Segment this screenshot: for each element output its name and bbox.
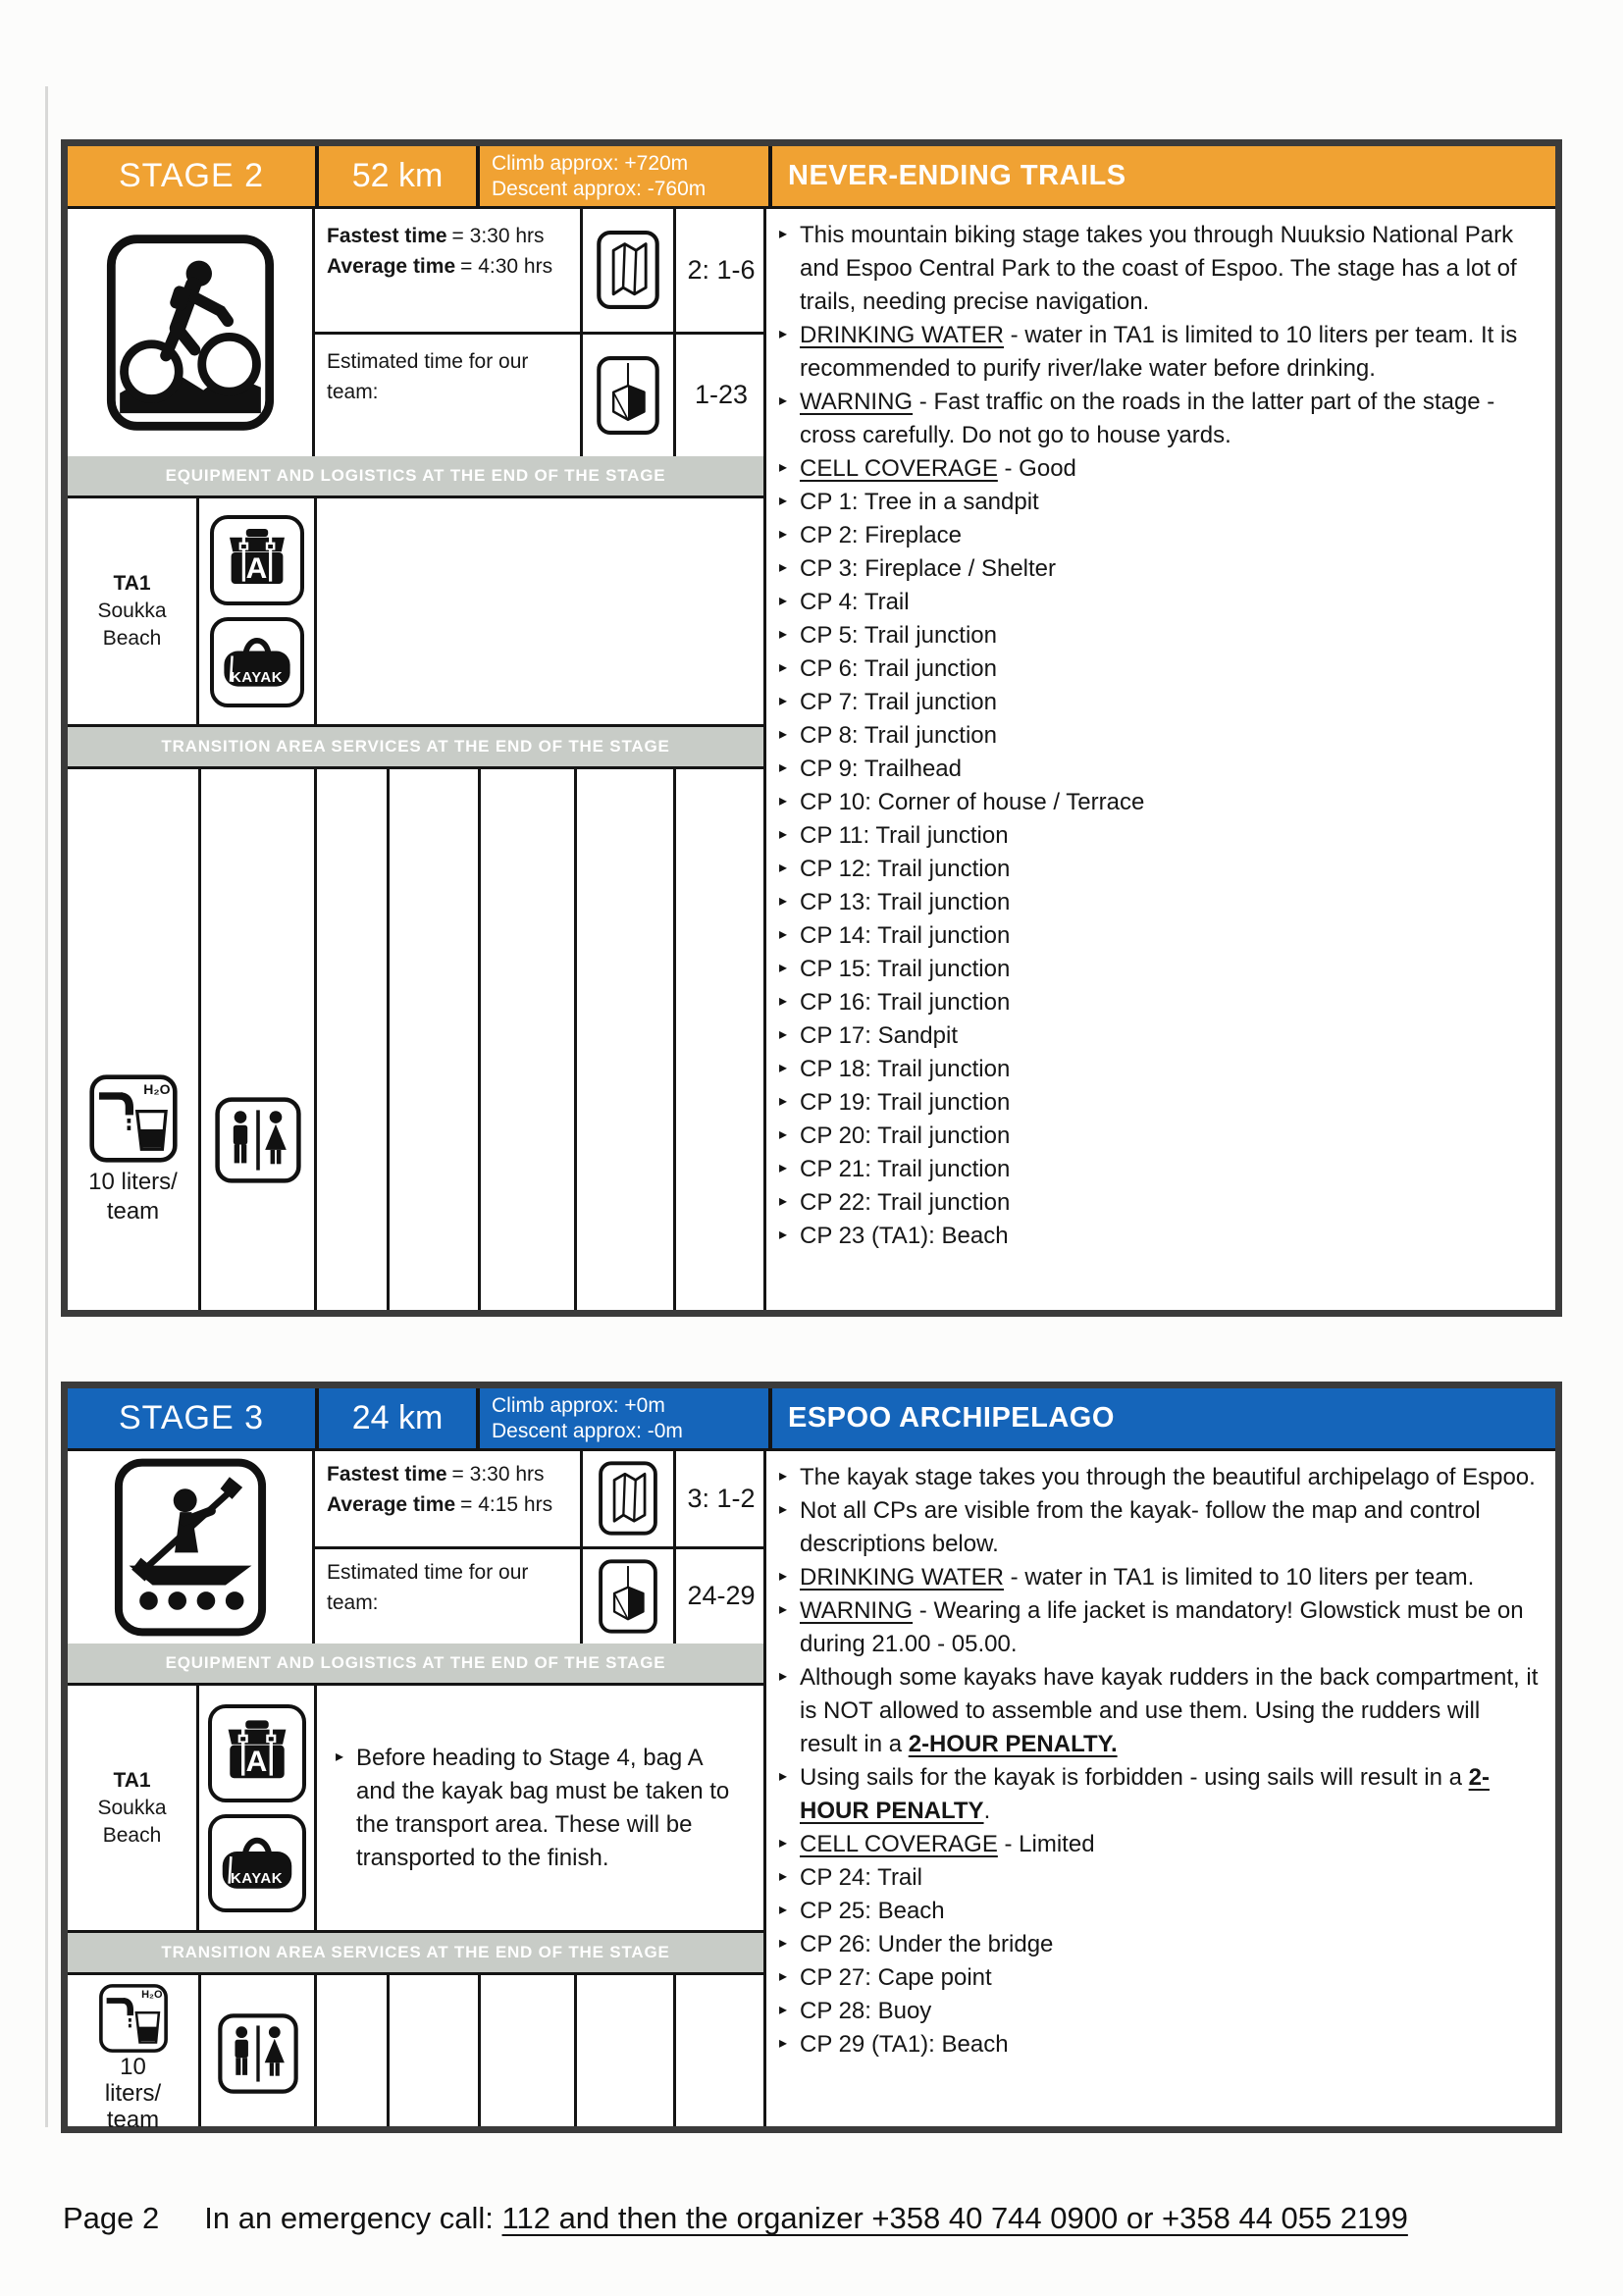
kayak-bag-icon: KAYAK xyxy=(208,1814,306,1912)
note-item: ▸ Although some kayaks have kayak rudders in the back compartment, it is NOT allowed to assemble and use them. Using the rudders will result in a 2-HOUR PENALTY. xyxy=(778,1661,1542,1761)
map-ref-value: 2: 1-6 xyxy=(673,209,766,332)
cp-item: ▸ CP 18: Trail junction xyxy=(778,1053,1542,1086)
cp-item: ▸ CP 17: Sandpit xyxy=(778,1019,1542,1053)
cp-item: ▸ CP 11: Trail junction xyxy=(778,819,1542,853)
average-time-line: Average time = 4:15 hrs xyxy=(327,1493,553,1516)
water-amount-label: 10 liters/ team xyxy=(104,2054,162,2133)
note-item: ▸ WARNING - Fast traffic on the roads in the latter part of the stage - cross carefully. Do not go to house yards. xyxy=(778,386,1542,452)
cp-item: ▸ CP 28: Buoy xyxy=(778,1995,1542,2028)
cp-item: ▸ CP 14: Trail junction xyxy=(778,919,1542,953)
note-item: ▸ DRINKING WATER - water in TA1 is limited to 10 liters per team. It is recommended to purify river/lake water before drinking. xyxy=(778,319,1542,386)
empty-service-cell xyxy=(390,1975,481,2126)
stage3-notes-list xyxy=(778,1461,1545,1861)
distance-label: 52 km xyxy=(315,146,476,206)
ta-note-area xyxy=(317,1686,763,1930)
toilet-icon xyxy=(217,2012,299,2095)
cp-item: ▸ CP 20: Trail junction xyxy=(778,1120,1542,1153)
transition-band: TRANSITION AREA SERVICES AT THE END OF THE STAGE xyxy=(68,727,763,769)
ta-note-area xyxy=(317,498,763,724)
cp-item: ▸ CP 4: Trail xyxy=(778,586,1542,619)
stage2-panel xyxy=(61,139,1562,1317)
empty-service-cell xyxy=(481,1975,577,2126)
stage3-notes-column xyxy=(766,1451,1555,2126)
climb-label: Climb approx: +0m xyxy=(492,1393,665,1417)
box-a-icon: A xyxy=(208,1704,306,1802)
toilet-service-cell xyxy=(201,1975,317,2126)
water-icon: H₂O xyxy=(98,1983,169,2054)
note-item: ▸ Not all CPs are visible from the kayak- follow the map and control descriptions below. xyxy=(778,1494,1542,1561)
stage2-notes-column xyxy=(766,209,1555,1310)
cp-item: ▸ CP 15: Trail junction xyxy=(778,953,1542,986)
emergency-numbers: 112 and then the organizer +358 40 744 0900 or +358 44 055 2199 xyxy=(501,2201,1408,2235)
stage3-left-grid xyxy=(68,1451,766,2133)
stage2-notes-list xyxy=(778,219,1542,486)
toilet-service-cell xyxy=(201,769,317,1310)
note-item: ▸ CELL COVERAGE - Good xyxy=(778,452,1542,486)
note-item: ▸ The kayak stage takes you through the beautiful archipelago of Espoo. xyxy=(778,1461,1542,1494)
ta-note-list xyxy=(335,1742,746,1875)
stage3-ta-row xyxy=(68,1686,763,1933)
note-item: ▸ DRINKING WATER - water in TA1 is limited to 10 liters per team. xyxy=(778,1561,1542,1594)
stage3-services-row xyxy=(68,1975,763,2133)
cp-item: ▸ CP 13: Trail junction xyxy=(778,886,1542,919)
stage3-header xyxy=(68,1388,1555,1451)
box-a-icon: A xyxy=(210,515,304,605)
estimated-time-label: Estimated time for our team: xyxy=(327,349,529,403)
cp-item: ▸ CP 22: Trail junction xyxy=(778,1186,1542,1220)
cp-item: ▸ CP 26: Under the bridge xyxy=(778,1928,1542,1961)
emergency-text: In an emergency call: xyxy=(204,2201,502,2235)
water-service-cell xyxy=(68,1975,201,2133)
empty-service-cell xyxy=(676,1975,763,2126)
stage-label: STAGE 2 xyxy=(118,157,265,194)
kayak-icon xyxy=(68,1451,315,1644)
ta-note-item: ▸ Before heading to Stage 4, bag A and the kayak bag must be taken to the transport area. These will be transported to the finish. xyxy=(335,1742,746,1875)
cp-item: ▸ CP 23 (TA1): Beach xyxy=(778,1220,1542,1253)
cp-range-value: 24-29 xyxy=(673,1549,766,1644)
estimated-time-label: Estimated time for our team: xyxy=(327,1560,529,1614)
cp-item: ▸ CP 5: Trail junction xyxy=(778,619,1542,652)
water-icon: H₂O xyxy=(88,1073,179,1164)
ta-label: TA1 Soukka Beach xyxy=(68,1686,199,1930)
mountain-bike-icon xyxy=(68,209,315,456)
water-amount-label: 10 liters/ team xyxy=(88,1169,178,1225)
climb-label: Climb approx: +720m xyxy=(492,151,689,175)
stage2-times-row xyxy=(68,209,763,456)
times-text xyxy=(315,209,580,332)
cp-item: ▸ CP 21: Trail junction xyxy=(778,1153,1542,1186)
cp-item: ▸ CP 16: Trail junction xyxy=(778,986,1542,1019)
note-item: ▸ Using sails for the kayak is forbidden - using sails will result in a 2-HOUR PENALTY. xyxy=(778,1761,1542,1828)
cp-item: ▸ CP 12: Trail junction xyxy=(778,853,1542,886)
empty-service-cell xyxy=(577,769,676,1310)
control-flag-icon xyxy=(580,335,673,457)
note-item: ▸ This mountain biking stage takes you through Nuuksio National Park and Espoo Central Park to the coast of Espoo. The stage has a lot of trails, needing precise navigation. xyxy=(778,219,1542,319)
page-number: Page 2 xyxy=(63,2201,160,2235)
fastest-time-line: Fastest time = 3:30 hrs xyxy=(327,1463,545,1486)
descent-label: Descent approx: -760m xyxy=(492,177,707,200)
cp-item: ▸ CP 3: Fireplace / Shelter xyxy=(778,552,1542,586)
stage2-left-grid xyxy=(68,209,766,1310)
stage-title: NEVER-ENDING TRAILS xyxy=(768,146,1555,206)
empty-service-cell xyxy=(676,769,763,1310)
cp-item: ▸ CP 1: Tree in a sandpit xyxy=(778,486,1542,519)
equipment-band: EQUIPMENT AND LOGISTICS AT THE END OF THE STAGE xyxy=(68,456,763,498)
ta-equipment-icons xyxy=(199,1686,317,1930)
ta-label: TA1 Soukka Beach xyxy=(68,498,199,724)
ta-equipment-icons xyxy=(199,498,317,724)
stage3-panel xyxy=(61,1382,1562,2133)
cp-item: ▸ CP 7: Trail junction xyxy=(778,686,1542,719)
stage3-cp-list xyxy=(778,1861,1542,2061)
fastest-time-line: Fastest time = 3:30 hrs xyxy=(327,225,545,247)
note-item: ▸ CELL COVERAGE - Limited xyxy=(778,1828,1542,1861)
kayak-bag-icon: KAYAK xyxy=(210,617,304,707)
stage3-times-row xyxy=(68,1451,763,1644)
map-icon xyxy=(580,209,673,332)
page-footer xyxy=(63,2201,1408,2236)
cp-item: ▸ CP 10: Corner of house / Terrace xyxy=(778,786,1542,819)
cp-range-value: 1-23 xyxy=(673,335,766,457)
cp-item: ▸ CP 6: Trail junction xyxy=(778,652,1542,686)
distance-label: 24 km xyxy=(315,1388,476,1448)
toilet-icon xyxy=(214,1096,302,1184)
stage2-header xyxy=(68,146,1555,209)
cp-item: ▸ CP 25: Beach xyxy=(778,1895,1542,1928)
cp-item: ▸ CP 27: Cape point xyxy=(778,1961,1542,1995)
control-flag-icon xyxy=(580,1549,673,1644)
cp-item: ▸ CP 8: Trail junction xyxy=(778,719,1542,753)
empty-service-cell xyxy=(481,769,577,1310)
climb-descent xyxy=(476,1388,768,1448)
map-ref-value: 3: 1-2 xyxy=(673,1451,766,1546)
stage2-cp-list xyxy=(778,486,1542,1253)
water-service-cell xyxy=(68,769,201,1310)
descent-label: Descent approx: -0m xyxy=(492,1419,683,1442)
cp-item: ▸ CP 19: Trail junction xyxy=(778,1086,1542,1120)
transition-band: TRANSITION AREA SERVICES AT THE END OF THE STAGE xyxy=(68,1933,763,1975)
empty-service-cell xyxy=(390,769,481,1310)
stage2-services-row xyxy=(68,769,763,1310)
empty-service-cell xyxy=(317,1975,390,2126)
stage-title: ESPOO ARCHIPELAGO xyxy=(768,1388,1555,1448)
average-time-line: Average time = 4:30 hrs xyxy=(327,255,553,278)
empty-service-cell xyxy=(577,1975,676,2126)
cp-item: ▸ CP 9: Trailhead xyxy=(778,753,1542,786)
note-item: ▸ WARNING - Wearing a life jacket is mandatory! Glowstick must be on during 21.00 - 05.00. xyxy=(778,1594,1542,1661)
times-text xyxy=(315,1451,580,1546)
stage2-ta-row xyxy=(68,498,763,727)
climb-descent xyxy=(476,146,768,206)
scan-edge-artifact xyxy=(45,86,48,2127)
cp-item: ▸ CP 2: Fireplace xyxy=(778,519,1542,552)
stage-label: STAGE 3 xyxy=(118,1399,265,1436)
map-icon xyxy=(580,1451,673,1546)
cp-item: ▸ CP 24: Trail xyxy=(778,1861,1542,1895)
empty-service-cell xyxy=(317,769,390,1310)
cp-item: ▸ CP 29 (TA1): Beach xyxy=(778,2028,1542,2061)
equipment-band: EQUIPMENT AND LOGISTICS AT THE END OF THE STAGE xyxy=(68,1644,763,1686)
